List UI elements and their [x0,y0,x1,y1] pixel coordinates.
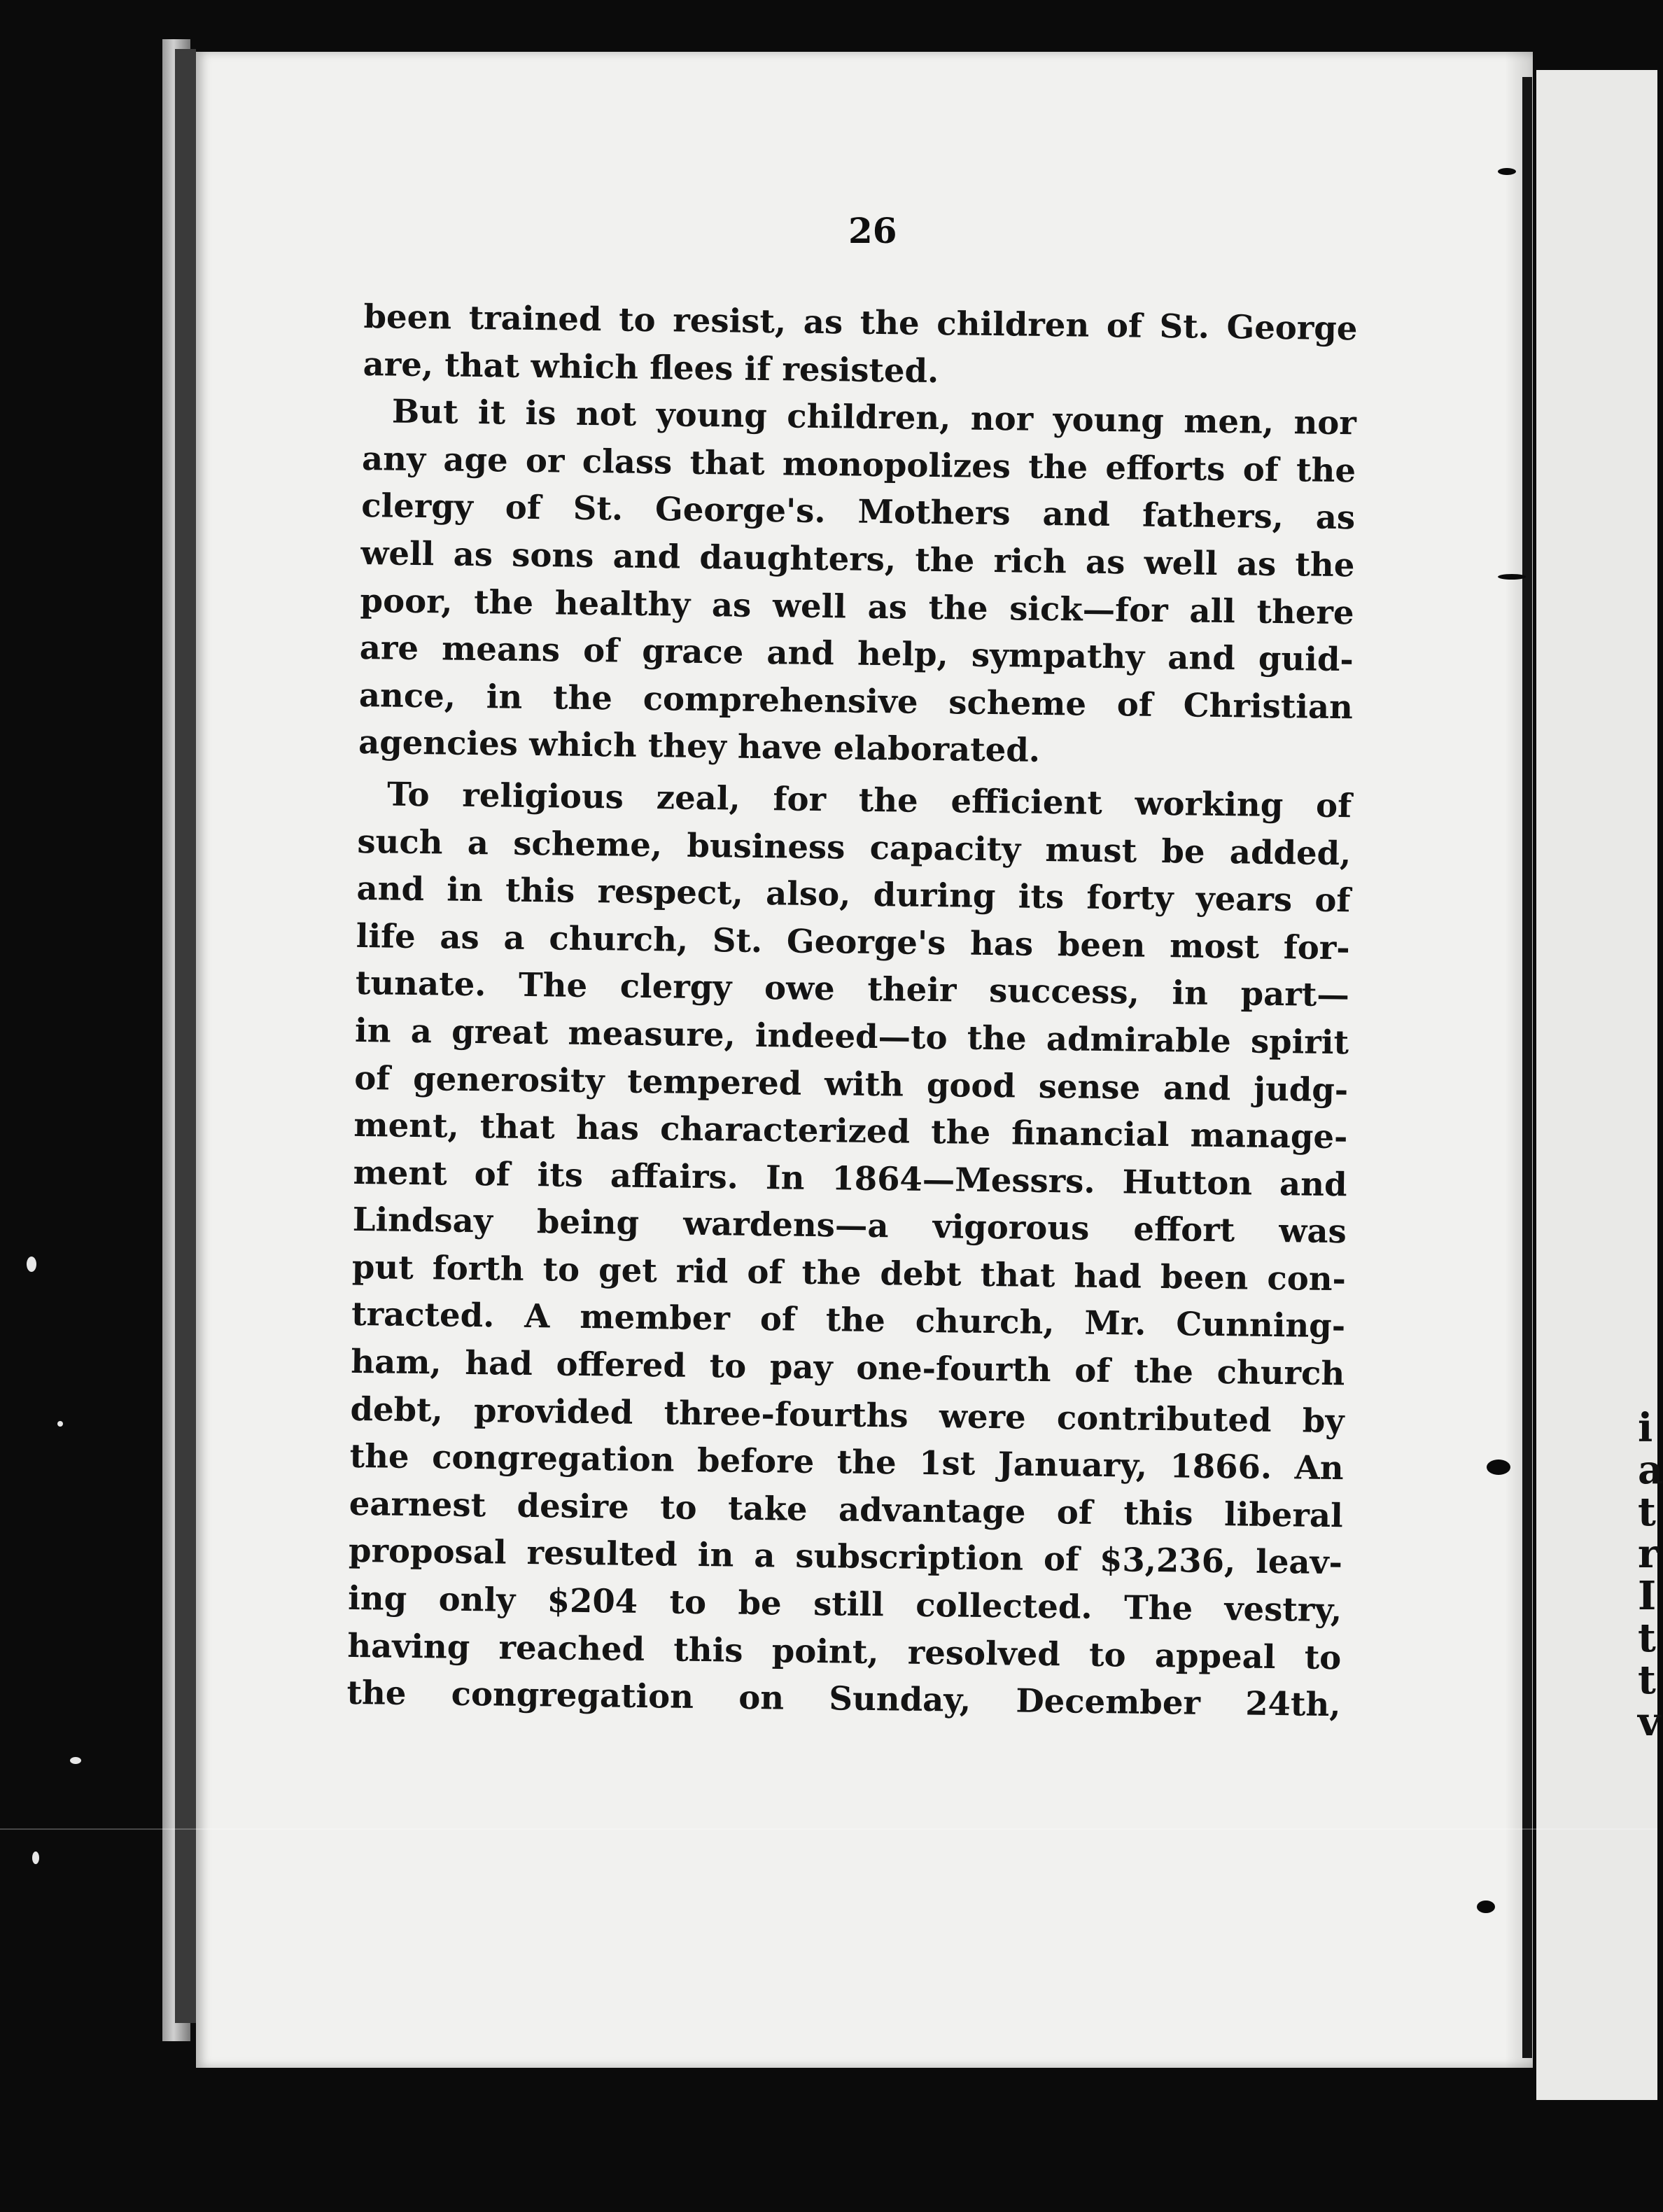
scan-speck [1477,1900,1495,1913]
text-line: of generosity tempered with good sense and judg- [353,1058,1349,1109]
facing-letter: t [1638,1615,1656,1661]
page-gutter [175,49,196,2023]
text-line: ing only $204 to be still collected. The vestry, [347,1578,1342,1630]
facing-letter: I [1638,1573,1657,1619]
body-text [346,293,1358,1728]
text-line: life as a church, St. George's has been most for- [356,916,1351,967]
text-line: earnest desire to take advantage of this liberal [349,1483,1344,1535]
text-line: are means of grace and help, sympathy and guid- [359,628,1354,679]
text-line: been trained to resist, as the children of St. George [363,296,1358,348]
text-line: put forth to get rid of the debt that had been con- [351,1247,1347,1298]
scan-line [0,1828,1657,1830]
scan-speck [27,1256,36,1272]
facing-page-divider [1522,77,1532,2058]
text-line: Lindsay being wardens—a vigorous effort was [352,1200,1347,1251]
text-line: debt, provided three-fourths were contributed by [350,1389,1345,1440]
facing-letter: r [1638,1531,1659,1577]
text-line: poor, the healthy as well as the sick—for all there [360,580,1354,631]
text-line: To religious zeal, for the efficient working of [386,774,1352,825]
scan-speck [70,1757,81,1764]
facing-letter: v [1638,1699,1661,1745]
scan-speck [1498,168,1516,175]
text-line: ment of its affairs. In 1864—Messrs. Hutton and [353,1152,1347,1203]
text-line: But it is not young children, nor young men, nor [391,391,1357,442]
text-line: tracted. A member of the church, Mr. Cunning- [351,1294,1346,1345]
scan-speck [1487,1460,1510,1475]
text-line: ance, in the comprehensive scheme of Christian [358,675,1354,727]
page-number: 26 [848,210,897,251]
facing-letter: t [1638,1489,1656,1535]
text-line: agencies which they have elaborated. [358,722,1041,770]
text-line: the congregation on Sunday, December 24th, [346,1673,1341,1724]
text-line: such a scheme, business capacity must be added, [357,821,1352,872]
facing-letter: i [1638,1405,1653,1451]
scan-speck [57,1421,63,1427]
text-line: having reached this point, resolved to appeal to [347,1625,1342,1676]
text-line: clergy of St. George's. Mothers and fathers, as [360,486,1356,537]
facing-letter: t [1638,1657,1656,1703]
text-line: ment, that has characterized the financial manage- [353,1105,1348,1156]
facing-page-fragment [1638,1405,1663,1745]
text-line: tunate. The clergy owe their success, in part— [355,963,1350,1014]
scan-speck [32,1851,39,1864]
text-line: proposal resulted in a subscription of $3,236, leav- [348,1531,1343,1582]
scan-speck [1498,574,1526,580]
text-line: the congregation before the 1st January, 1866. An [349,1436,1344,1488]
text-line: in a great measure, indeed—to the admirable spirit [354,1010,1349,1062]
text-line: are, that which flees if resisted. [363,344,939,390]
text-line: ham, had offered to pay one-fourth of the church [351,1341,1345,1393]
facing-page [1536,70,1663,2100]
facing-letter: a [1638,1447,1663,1493]
text-line: any age or class that monopolizes the efforts of the [361,438,1356,490]
text-line: well as sons and daughters, the rich as well as the [360,533,1355,584]
text-line: and in this respect, also, during its forty years of [356,869,1351,920]
